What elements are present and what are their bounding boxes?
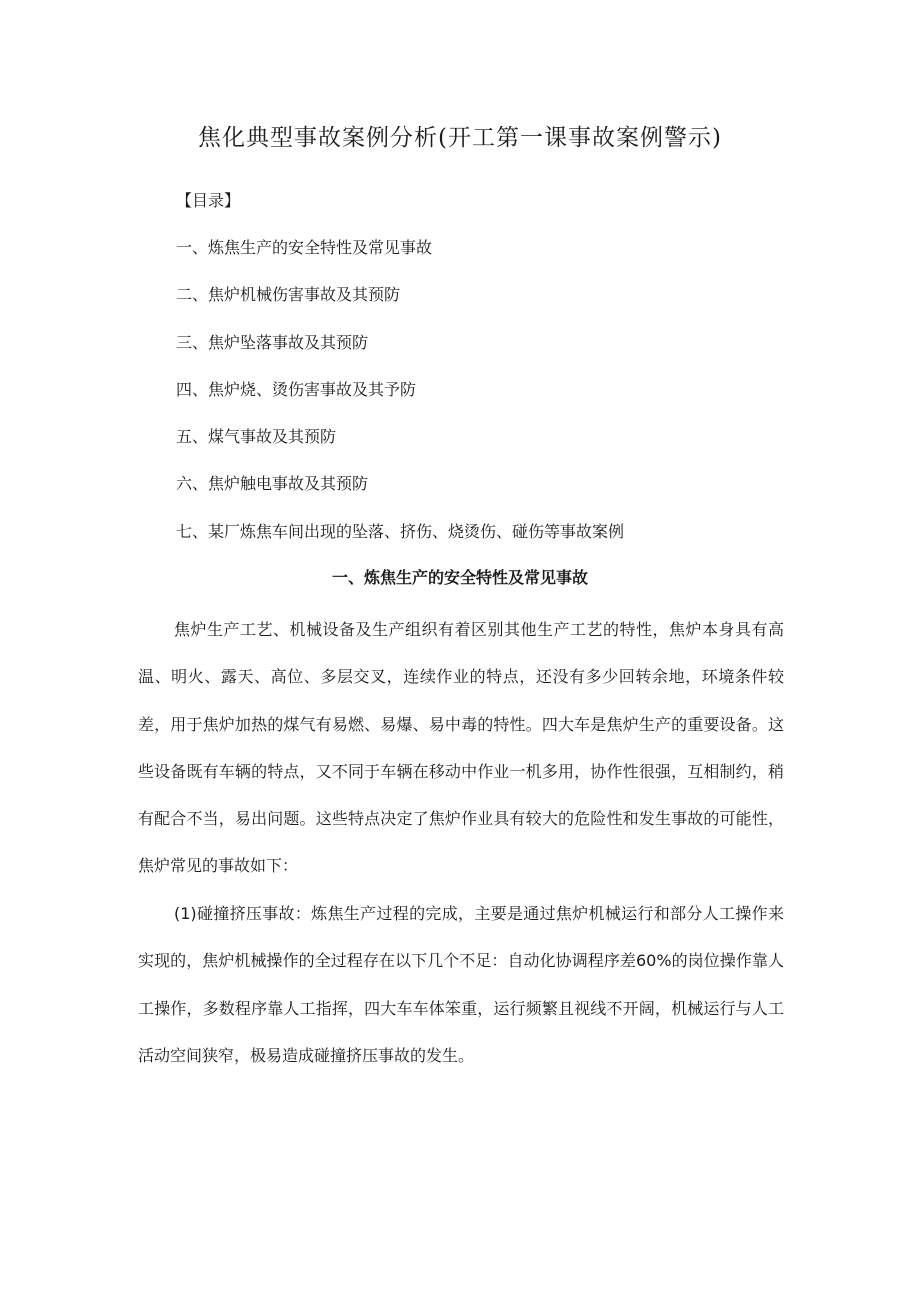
toc-item-5: 五、煤气事故及其预防: [176, 427, 337, 447]
body-paragraph-1: 焦炉生产工艺、机械设备及生产组织有着区别其他生产工艺的特性，焦炉本身具有高温、明火、露天、高位、多层交叉，连续作业的特点，还没有多少回转余地，环境条件较差，用于焦炉加热的煤气有易燃、易爆、易中毒的特性。四大车是焦炉生产的重要设备。这些设备既有车辆的特点，又不同于车辆在移动中作业一机多用，协作性很强，互相制约，稍有配合不当，易出问题。这些特点决定了焦炉作业具有较大的危险性和发生事故的可能性，焦炉常见的事故如下：: [138, 620, 784, 876]
toc-item-7: 七、某厂炼焦车间出现的坠落、挤伤、烧烫伤、碰伤等事故案例: [176, 521, 625, 541]
toc-item-1: 一、炼焦生产的安全特性及常见事故: [176, 238, 433, 257]
toc-item-3: 三、焦炉坠落事故及其预防: [176, 332, 369, 352]
toc-item-2: 二、焦炉机械伤害事故及其预防: [176, 285, 401, 305]
body-paragraph-2: (1)碰撞挤压事故：炼焦生产过程的完成，主要是通过焦炉机械运行和部分人工操作来实现的，焦炉机械操作的全过程存在以下几个不足：自动化协调程序差60%的岗位操作靠人工操作，多数程序靠人工指挥，四大车车体笨重，运行频繁且视线不开阔，机械运行与人工活动空间狭窄，极易造成碰撞挤压事故的发生。: [138, 904, 784, 1065]
toc-heading: 【目录】: [176, 191, 241, 210]
table-of-contents: [176, 233, 624, 564]
toc-item-6: 六、焦炉触电事故及其预防: [176, 474, 369, 494]
section-heading: 一、炼焦生产的安全特性及常见事故: [331, 568, 588, 587]
document-title: 焦化典型事故案例分析(开工第一课事故案例警示): [198, 125, 722, 151]
toc-item-4: 四、焦炉烧、烫伤害事故及其予防: [176, 379, 417, 399]
